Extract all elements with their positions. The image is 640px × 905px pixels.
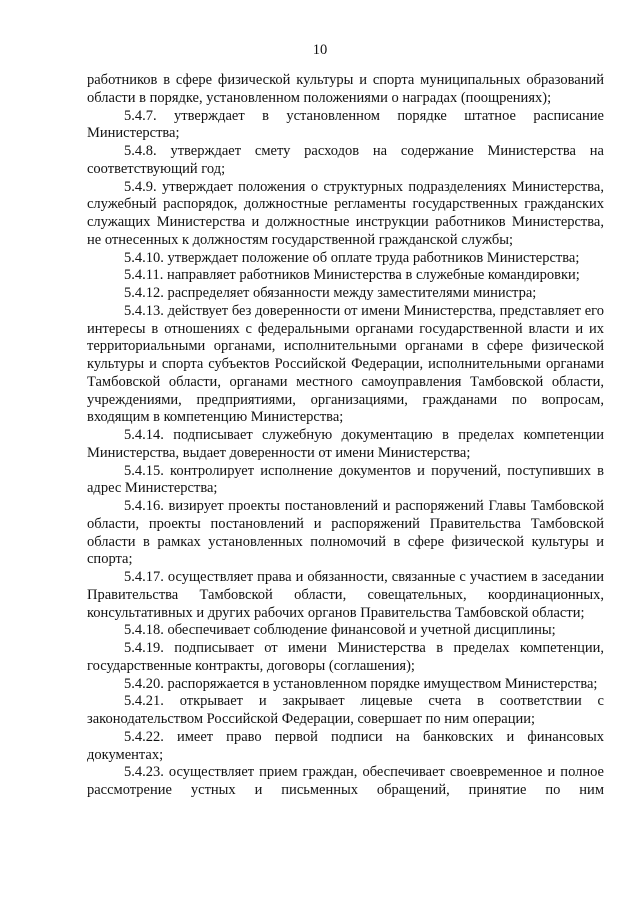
paragraph-5-4-14: 5.4.14. подписывает служебную документацию в пределах компетенции Министерства, выдает доверенности от имени Министерства;: [87, 427, 604, 461]
paragraph-5-4-16: 5.4.16. визирует проекты постановлений и распоряжений Главы Тамбовской области, проекты постановлений и распоряжений Правительства Тамбовской области в рамках установленных полномочий в сфере физической культуры и спорта;: [87, 498, 604, 568]
paragraph-5-4-7: 5.4.7. утверждает в установленном порядке штатное расписание Министерства;: [87, 107, 604, 142]
body-text: [87, 72, 604, 800]
paragraph-5-4-9: 5.4.9. утверждает положения о структурных подразделениях Министерства, служебный распорядок, должностные регламенты государственных гражданских служащих Министерства и должностные инструкции работников Министерства, не отнесенных к должностям государственной гражданской службы;: [87, 178, 604, 248]
paragraph-5-4-13: 5.4.13. действует без доверенности от имени Министерства, представляет его интересы в отношениях с федеральными органами государственной власти и их территориальными органами, исполнительными органами в сфере физической культуры и спорта субъектов Российской Федерации, исполнительными органами Тамбовской области, органами местного самоуправления Тамбовской области, учреждениями, предприятиями, организациями, гражданами по вопросам, входящим в компетенцию Министерства;: [87, 302, 604, 426]
paragraph-5-4-12: 5.4.12. распределяет обязанности между заместителями министра;: [124, 285, 537, 301]
paragraph-5-4-23: 5.4.23. осуществляет прием граждан, обеспечивает своевременное и полное рассмотрение устных и письменных обращений, принятие по ним: [87, 764, 604, 798]
paragraph-5-4-10: 5.4.10. утверждает положение об оплате труда работников Министерства;: [124, 249, 580, 266]
paragraph-5-4-15: 5.4.15. контролирует исполнение документов и поручений, поступивших в адрес Министерства;: [87, 462, 604, 497]
paragraph-5-4-21: 5.4.21. открывает и закрывает лицевые счета в соответствии с законодательством Российской Федерации, совершает по ним операции;: [87, 693, 604, 727]
paragraph-continuation: работников в сфере физической культуры и спорта муниципальных образований области в порядке, установленном положениями о наградах (поощрениях);: [87, 72, 604, 106]
paragraph-5-4-22: 5.4.22. имеет право первой подписи на банковских и финансовых документах;: [87, 728, 604, 763]
paragraph-5-4-11: 5.4.11. направляет работников Министерства в служебные командировки;: [124, 267, 580, 284]
paragraph-5-4-8: 5.4.8. утверждает смету расходов на содержание Министерства на соответствующий год;: [87, 143, 604, 177]
paragraph-5-4-19: 5.4.19. подписывает от имени Министерства в пределах компетенции, государственные контракты, договоры (соглашения);: [87, 640, 604, 674]
paragraph-5-4-17: 5.4.17. осуществляет права и обязанности, связанные с участием в заседании Правительства Тамбовской области, совещательных, координационных, консультативных и других рабочих органов Правительства Тамбовской области;: [87, 569, 604, 621]
paragraph-5-4-20: 5.4.20. распоряжается в установленном порядке имуществом Министерства;: [124, 675, 598, 692]
page-number: 10: [312, 42, 328, 58]
paragraph-5-4-18: 5.4.18. обеспечивает соблюдение финансовой и учетной дисциплины;: [124, 622, 556, 639]
